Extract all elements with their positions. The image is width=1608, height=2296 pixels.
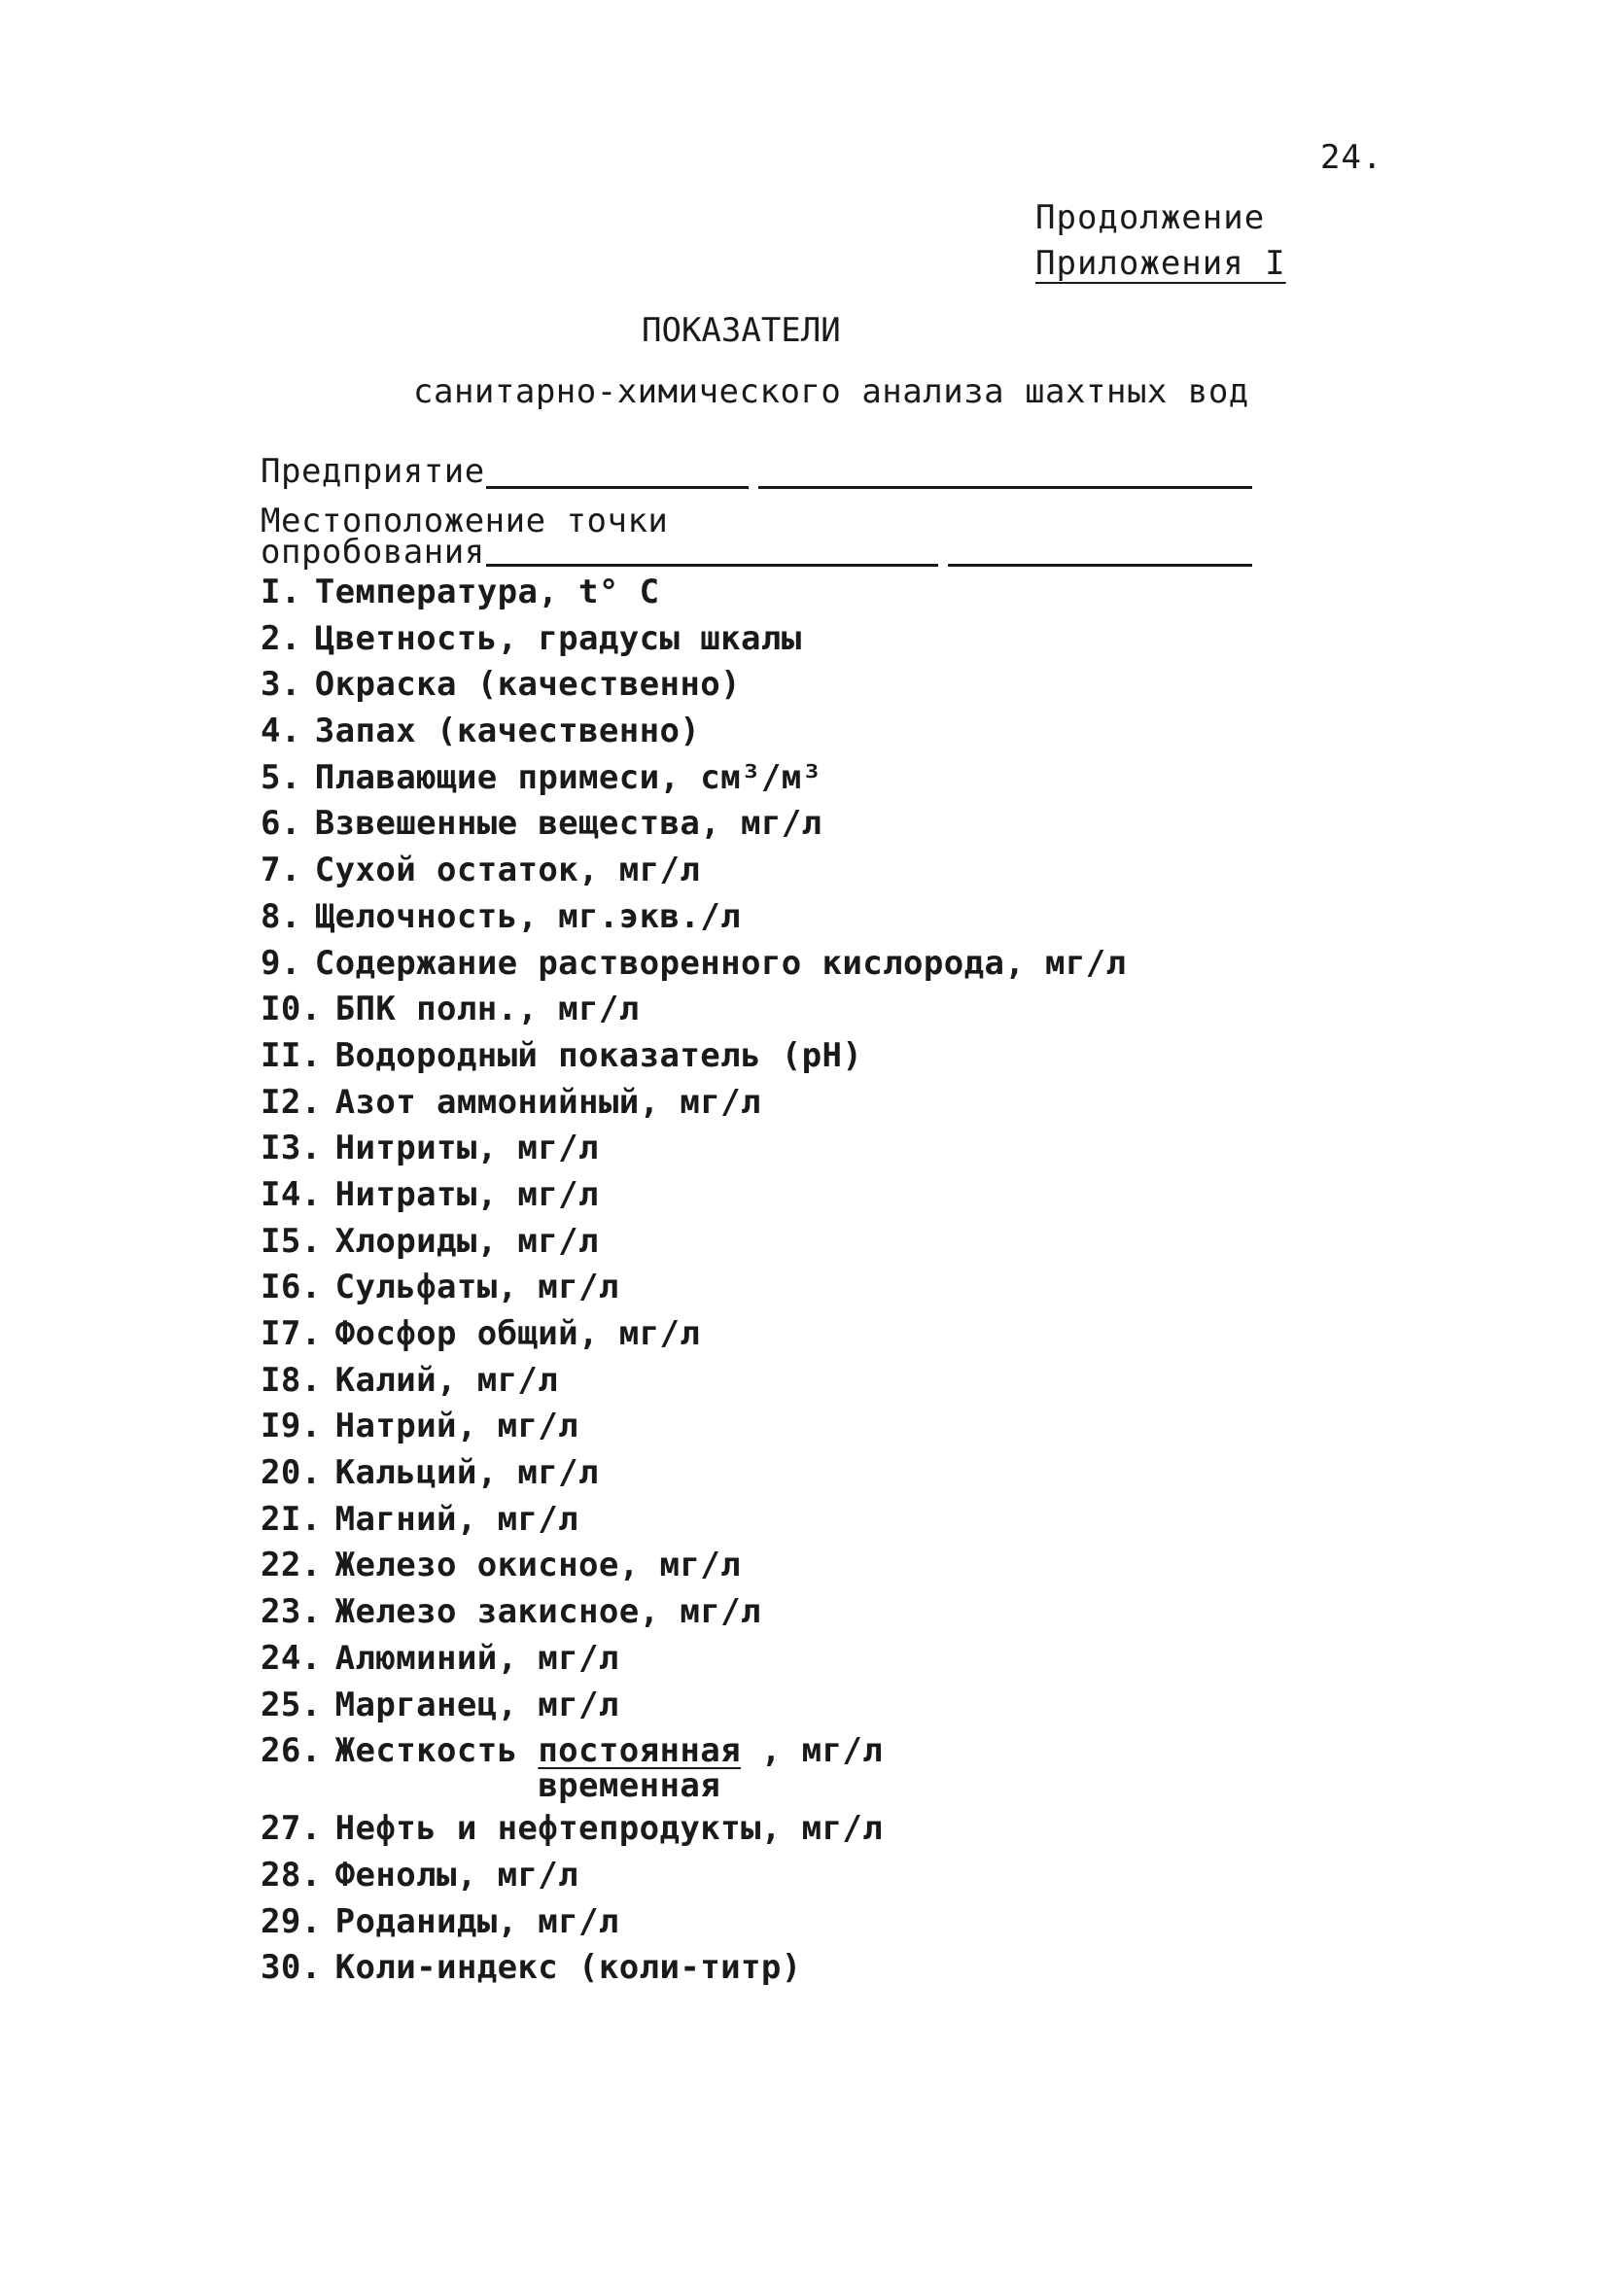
item-text: Роданиды, мг/л <box>334 1901 619 1941</box>
list-item <box>261 1033 1127 1080</box>
item-text: Калий, мг/л <box>334 1360 559 1400</box>
item-number: 7. <box>261 851 301 890</box>
item-text: Сухой остаток, мг/л <box>314 851 701 890</box>
list-item <box>261 1450 1127 1497</box>
item-number: 3. <box>261 665 301 705</box>
list-item <box>261 848 1127 894</box>
list-item <box>261 570 1127 616</box>
item-text: БПК полн., мг/л <box>334 990 640 1029</box>
item-text: Натрий, мг/л <box>334 1407 579 1446</box>
document-subtitle: санитарно-химического анализа шахтных вод <box>413 372 1249 411</box>
item-text: Кальций, мг/л <box>334 1453 599 1493</box>
item-number: 9. <box>261 943 301 983</box>
item-text: Железо окисное, мг/л <box>334 1546 742 1585</box>
item-text: Фосфор общий, мг/л <box>334 1314 701 1353</box>
item-text: Марганец, мг/л <box>334 1685 619 1724</box>
item-text: Коли-индекс (коли-титр) <box>334 1948 802 1988</box>
item-text-after: , мг/л <box>760 1731 884 1771</box>
item-number: 5. <box>261 757 301 797</box>
list-item <box>261 941 1127 988</box>
item-number: 28. <box>261 1855 322 1895</box>
item-text: Запах (качественно) <box>314 712 701 751</box>
item-number: 22. <box>261 1546 322 1585</box>
location-label-line1: Местоположение точки <box>261 502 669 540</box>
fraction-denominator: временная <box>538 1766 721 1806</box>
list-item <box>261 1589 1127 1636</box>
item-text: Нитриты, мг/л <box>334 1129 599 1168</box>
item-number: 27. <box>261 1809 322 1849</box>
item-text: Магний, мг/л <box>334 1499 579 1539</box>
list-item <box>261 1728 1127 1806</box>
item-text: Содержание растворенного кислорода, мг/л <box>314 943 1127 983</box>
item-number: I0. <box>261 990 322 1029</box>
item-text: Хлориды, мг/л <box>334 1221 599 1261</box>
enterprise-label: Предприятие <box>261 452 485 491</box>
list-item <box>261 1945 1127 1992</box>
list-item <box>261 1806 1127 1853</box>
item-text: Железо закисное, мг/л <box>334 1592 761 1632</box>
item-text: Водородный показатель (pH) <box>334 1035 863 1075</box>
item-number: II. <box>261 1035 322 1075</box>
item-text: Цветность, градусы шкалы <box>314 618 802 658</box>
item-number: 25. <box>261 1685 322 1724</box>
list-item <box>261 1080 1127 1127</box>
list-item <box>261 1683 1127 1729</box>
item-text: Взвешенные вещества, мг/л <box>314 804 822 844</box>
location-blank-line-2 <box>948 564 1252 567</box>
item-number: 30. <box>261 1948 322 1988</box>
item-text <box>334 1728 884 1806</box>
item-number: I6. <box>261 1268 322 1307</box>
list-item <box>261 1404 1127 1450</box>
appendix-label: Приложения I <box>1035 244 1286 283</box>
list-item <box>261 1358 1127 1405</box>
indicators-list <box>261 570 1127 1992</box>
item-number: I8. <box>261 1360 322 1400</box>
list-item <box>261 1853 1127 1899</box>
list-item <box>261 1172 1127 1219</box>
item-text: Плавающие примеси, см³/м³ <box>314 757 822 797</box>
item-number: I3. <box>261 1129 322 1168</box>
item-text: Фенолы, мг/л <box>334 1855 579 1895</box>
item-number: 4. <box>261 712 301 751</box>
item-text-before: Жесткость <box>334 1731 518 1771</box>
continuation-label: Продолжение <box>1035 198 1266 237</box>
document-title-text: ПОКАЗАТЕЛИ <box>642 311 841 350</box>
item-number: I4. <box>261 1174 322 1214</box>
item-number: 29. <box>261 1901 322 1941</box>
item-text: Окраска (качественно) <box>314 665 742 705</box>
list-item <box>261 709 1127 755</box>
list-item <box>261 1219 1127 1266</box>
item-text: Азот аммонийный, мг/л <box>334 1082 761 1122</box>
list-item <box>261 987 1127 1033</box>
page-number: 24. <box>1320 138 1383 177</box>
list-item <box>261 1636 1127 1683</box>
list-item <box>261 1311 1127 1358</box>
item-text: Сульфаты, мг/л <box>334 1268 619 1307</box>
location-blank-line <box>486 564 938 567</box>
item-number: 6. <box>261 804 301 844</box>
list-item <box>261 1497 1127 1544</box>
enterprise-blank-line-2 <box>758 486 1252 489</box>
item-number: 24. <box>261 1638 322 1678</box>
item-text: Нитраты, мг/л <box>334 1174 599 1214</box>
list-item <box>261 1543 1127 1589</box>
list-item <box>261 662 1127 709</box>
item-text: Алюминий, мг/л <box>334 1638 619 1678</box>
item-text: Щелочность, мг.экв./л <box>314 896 742 936</box>
list-item <box>261 1265 1127 1311</box>
item-text: Температура, t° C <box>314 573 660 611</box>
item-number: 2I. <box>261 1499 322 1539</box>
item-number: I. <box>261 573 301 611</box>
item-number: I7. <box>261 1314 322 1353</box>
location-label-line2: опробования <box>261 533 485 572</box>
enterprise-blank-line <box>486 486 749 489</box>
item-text: Нефть и нефтепродукты, мг/л <box>334 1809 884 1849</box>
item-number: 2. <box>261 618 301 658</box>
list-item <box>261 801 1127 848</box>
fraction-numerator: постоянная <box>538 1731 742 1771</box>
item-number: 20. <box>261 1453 322 1493</box>
item-number: I2. <box>261 1082 322 1122</box>
list-item <box>261 616 1127 663</box>
list-item <box>261 894 1127 941</box>
list-item <box>261 755 1127 802</box>
hardness-fraction <box>538 1728 742 1806</box>
item-number: 23. <box>261 1592 322 1632</box>
list-item <box>261 1126 1127 1172</box>
item-number: I9. <box>261 1407 322 1446</box>
list-item <box>261 1899 1127 1946</box>
item-number: 26. <box>261 1731 322 1771</box>
item-number: I5. <box>261 1221 322 1261</box>
item-number: 8. <box>261 896 301 936</box>
